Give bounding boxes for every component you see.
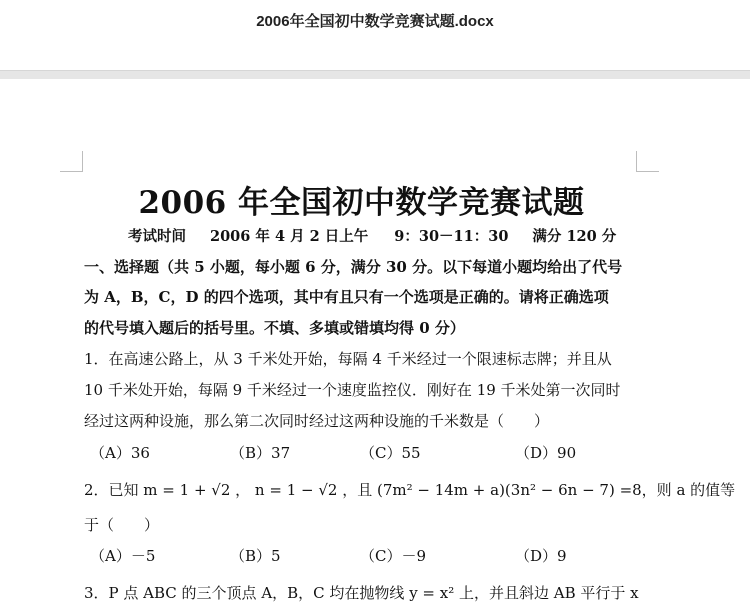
exam-date: 2006 年 4 月 2 日上午 <box>210 228 369 245</box>
question-3-line-1 <box>84 582 644 602</box>
option-b: （B）37 <box>230 444 291 462</box>
option-b: （B）5 <box>230 547 281 565</box>
option-d: （D）90 <box>515 444 577 462</box>
section-1-intro-line-2: 为 A，B，C，D 的四个选项，其中有且只有一个选项是正确的。请将正确选项 <box>84 288 609 306</box>
crop-mark-top-right <box>636 151 659 172</box>
document-title: 2006 年全国初中数学竞赛试题 <box>138 185 585 221</box>
question-1-line-1: 1．在高速公路上，从 3 千米处开始，每隔 4 千米经过一个限速标志牌；并且从 <box>84 350 612 368</box>
question-2-line-2: 于（ ） <box>84 516 160 534</box>
option-a: （A）－5 <box>90 547 156 565</box>
crop-mark-top-left <box>60 151 83 172</box>
exam-info <box>128 225 648 246</box>
file-title: 2006年全国初中数学竞赛试题.docx <box>256 13 494 30</box>
question-1-line-2: 10 千米处开始，每隔 9 千米经过一个速度监控仪．刚好在 19 千米处第一次同时 <box>84 381 621 399</box>
question-1-line-3: 经过这两种设施，那么第二次同时经过这两种设施的千米数是（ ） <box>84 412 550 430</box>
option-c: （C）－9 <box>360 547 427 565</box>
exam-period: 9：30－11：30 <box>394 228 509 245</box>
option-d: （D）9 <box>515 547 567 565</box>
question-2-line-1: 2．已知 m = 1 + √2 ， n = 1 − √2 ，且 (7m² − 14m + a)(3n² − 6n − 7) =8，则 a 的值等 <box>84 481 736 499</box>
exam-full-score: 满分 120 分 <box>532 228 617 245</box>
question-3-text: 3．P 点 ABC 的三个顶点 A，B，C 均在抛物线 y = x² 上，并且斜边 AB 平行于 x <box>84 584 639 602</box>
section-1-intro-line-1: 一、选择题（共 5 小题，每小题 6 分，满分 30 分。以下每道小题均给出了代号 <box>84 258 623 276</box>
section-1-intro-line-3: 的代号填入题后的括号里。不填、多填或错填均得 0 分） <box>84 319 465 337</box>
option-a: （A）36 <box>90 444 150 462</box>
option-c: （C）55 <box>360 444 421 462</box>
exam-time-label: 考试时间 <box>128 228 186 245</box>
document-header-bar <box>0 0 750 70</box>
document-page <box>0 79 750 602</box>
